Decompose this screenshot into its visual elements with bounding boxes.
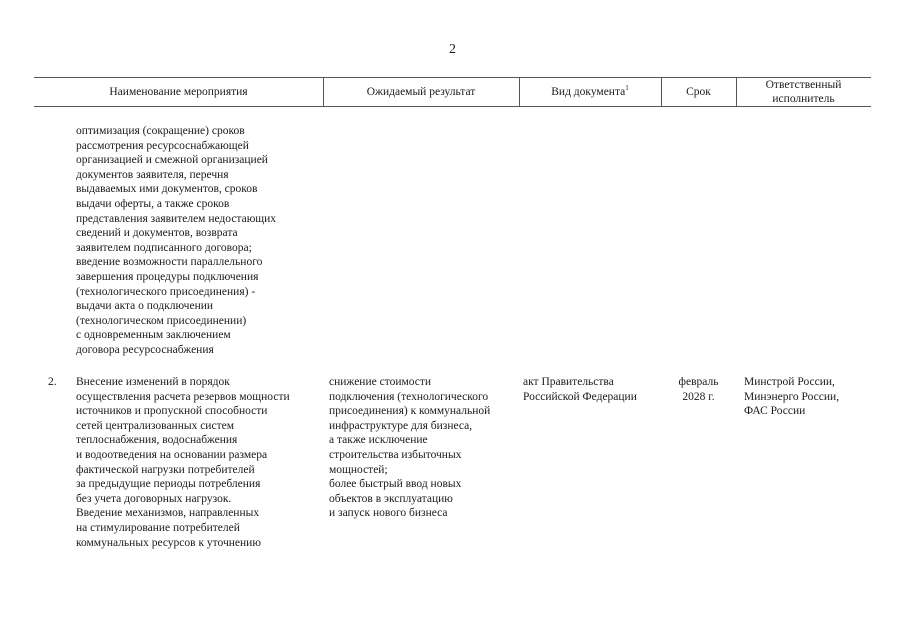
header-doc-type-text: Вид документа: [551, 86, 626, 98]
row-number: 2.: [48, 376, 57, 388]
row-name: Внесение изменений в порядок осуществления расчета резервов мощности источников и пропускной способности сетей централизованных систем теплоснабжения, водоснабжения и водоотведения на основании размера фактической нагрузки потребителей за предыдущие периоды потребления без учета договорных нагрузок. Введение механизмов, направленных на стимулирование потребителей коммунальных ресурсов к уточнению: [76, 376, 290, 549]
continuation-name: оптимизация (сокращение) сроков рассмотрения ресурсоснабжающей организацией и смежной организацией документов заявителя, перечня выдаваемых ими документов, сроков выдачи оферты, а также сроков представления заявителем недостающих сведений и документов, возврата заявителем подписанного договора; введение возможности параллельного завершения процедуры подключения (технологического присоединения) - выдачи акта о подключении (технологическом присоединении) с одновременным заключением договора ресурсоснабжения: [76, 125, 277, 356]
row-term: февраль 2028 г.: [678, 376, 719, 403]
header-name: [34, 77, 323, 107]
header-executor-label: Ответственный исполнитель: [765, 79, 842, 105]
row-doc-type: акт Правительства Российской Федерации: [523, 376, 637, 403]
header-term: [661, 77, 736, 107]
header-doc-type: [519, 77, 661, 107]
header-doc-type-label: [551, 85, 628, 99]
page-number: 2: [449, 42, 456, 57]
header-term-label: Срок: [686, 86, 711, 98]
row-result: снижение стоимости подключения (технологического присоединения) к коммунальной инфраструктуре для бизнеса, а также исключение строительства избыточных мощностей; более быстрый ввод новых объектов в эксплуатацию и запуск нового бизнеса: [329, 376, 491, 520]
header-executor: [736, 77, 871, 107]
header-name-label: Наименование мероприятия: [109, 86, 248, 98]
header-result-label: Ожидаемый результат: [366, 86, 476, 98]
footnote-mark: 1: [625, 84, 629, 93]
row-executor: Минстрой России, Минэнерго России, ФАС России: [744, 376, 840, 418]
header-result: [323, 77, 519, 107]
